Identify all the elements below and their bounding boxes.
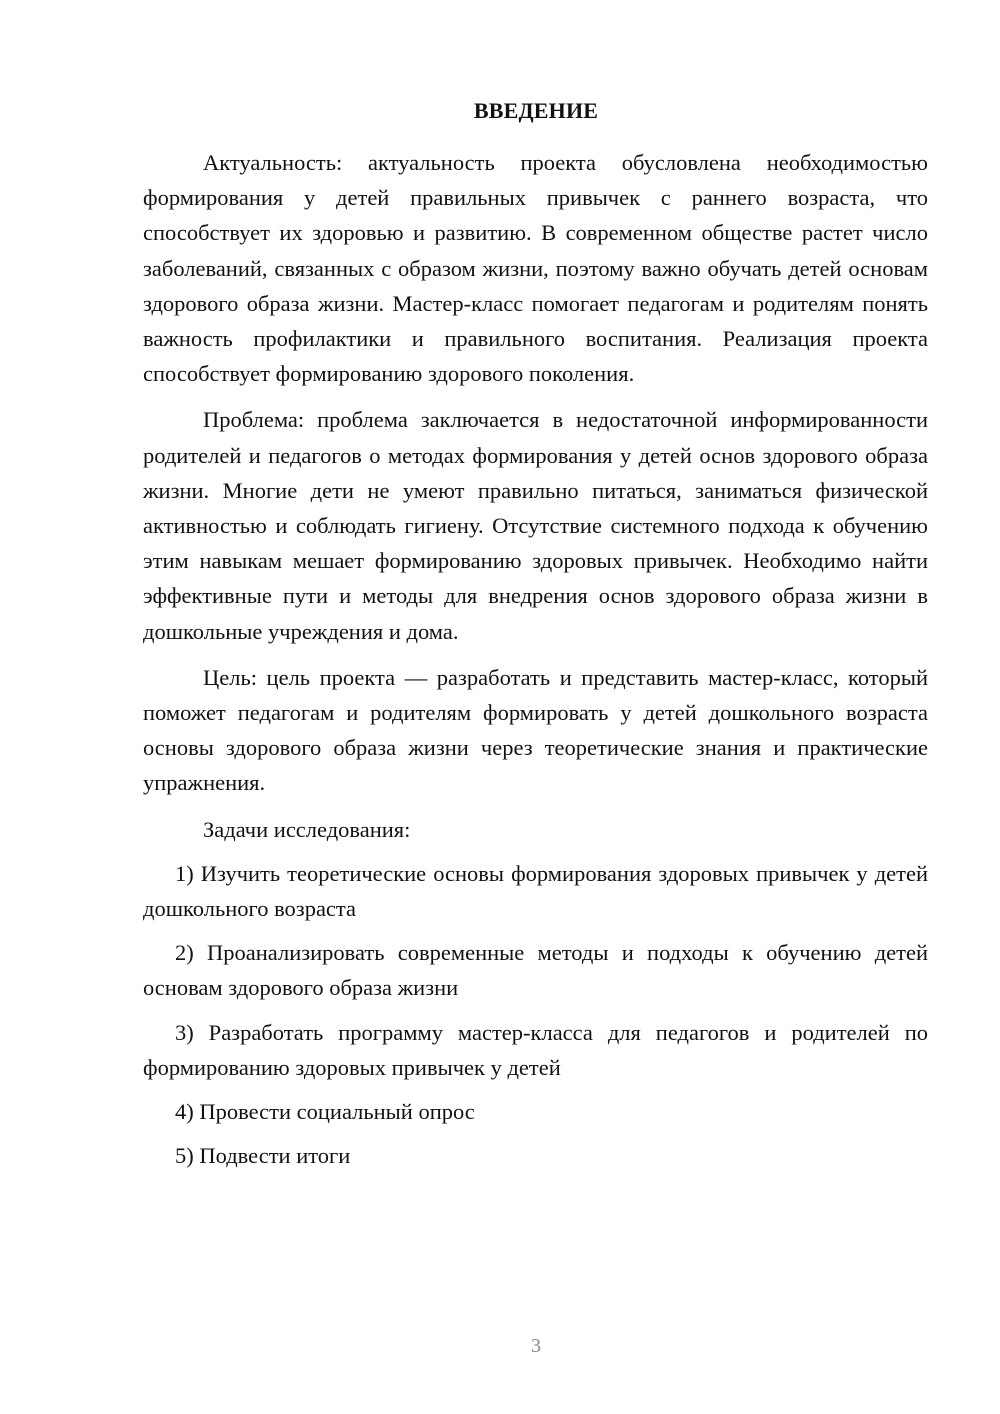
paragraph-goal: Цель: цель проекта — разработать и представить мастер-класс, который поможет педагогам и родителям формировать у детей дошкольного возраста основы здорового образа жизни через теоретические знания и практические упражнения.	[143, 664, 928, 796]
page-title: ВВЕДЕНИЕ	[473, 98, 599, 123]
page-number: 3	[531, 1335, 541, 1357]
task-item-4: 4) Провести социальный опрос	[175, 1099, 475, 1125]
paragraph-tasks-heading: Задачи исследования:	[203, 816, 411, 842]
task-item-1: 1) Изучить теоретические основы формирования здоровых привычек у детей дошкольного возраста	[143, 860, 928, 922]
task-item-2: 2) Проанализировать современные методы и подходы к обучению детей основам здорового образа жизни	[143, 940, 928, 1001]
task-item-5: 5) Подвести итоги	[175, 1143, 351, 1169]
paragraph-relevance: Актуальность: актуальность проекта обусловлена необходимостью формирования у детей правильных привычек с раннего возраста, что способствует их здоровью и развитию. В современном обществе растет число заболеваний, связанных с образом жизни, поэтому важно обучать детей основам здорового образа жизни. Мастер-класс помогает педагогам и родителям понять важность профилактики и правильного воспитания. Реализация проекта способствует формированию здорового поколения.	[143, 150, 928, 387]
document-body	[143, 145, 928, 1173]
paragraph-problem: Проблема: проблема заключается в недостаточной информированности родителей и педагогов о методах формирования у детей основ здорового образа жизни. Многие дети не умеют правильно питаться, заниматься физической активностью и соблюдать гигиену. Отсутствие системного подхода к обучению этим навыкам мешает формированию здоровых привычек. Необходимо найти эффективные пути и методы для внедрения основ здорового образа жизни в дошкольные учреждения и дома.	[143, 407, 928, 644]
task-item-3: 3) Разработать программу мастер-класса для педагогов и родителей по формированию здоровых привычек у детей	[143, 1019, 928, 1080]
